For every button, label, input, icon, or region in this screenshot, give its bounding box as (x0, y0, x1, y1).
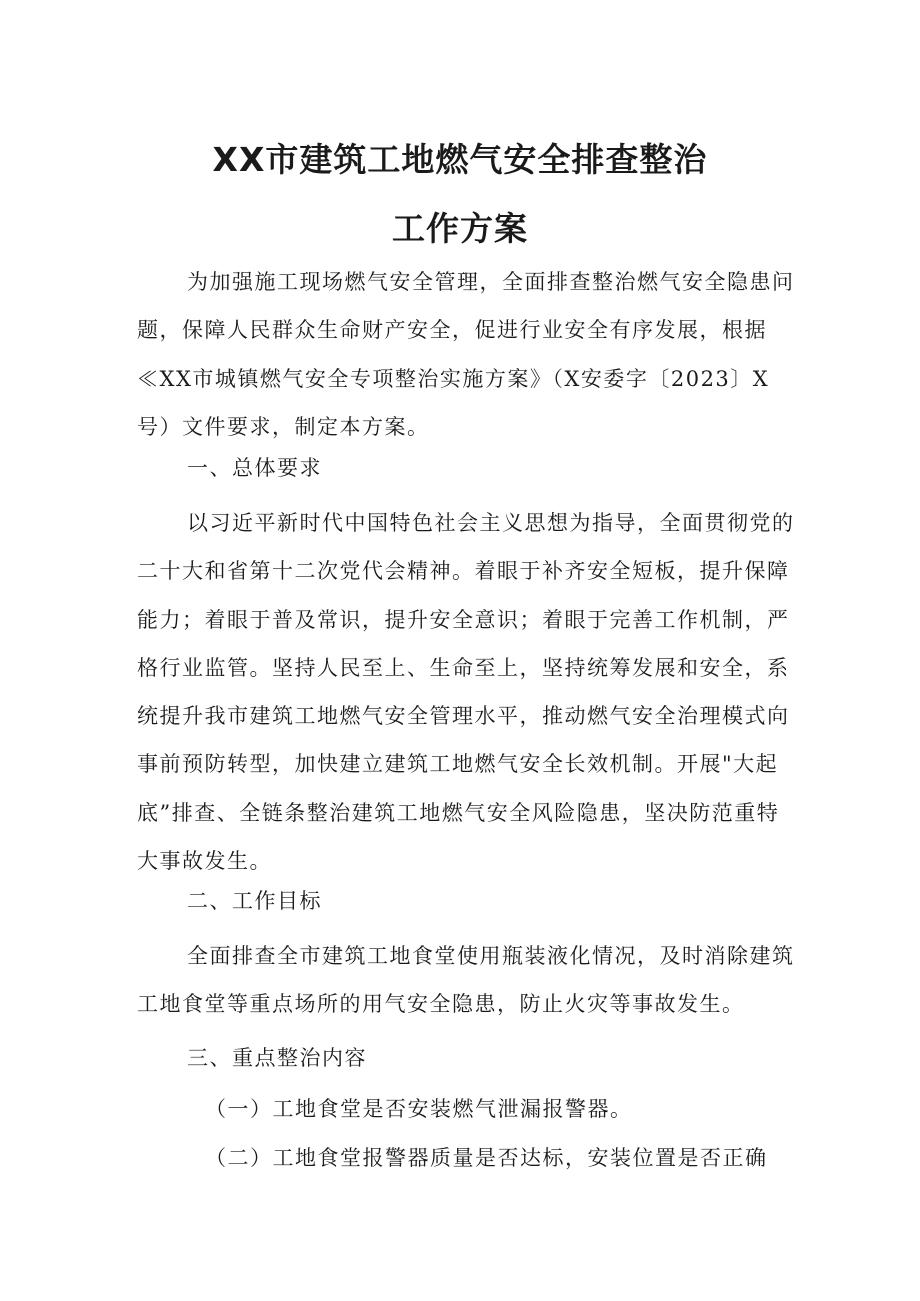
document-title-line1: XX市建筑工地燃气安全排查整治 (212, 140, 708, 179)
section1-text: 以习近平新时代中国特色社会主义思想为指导，全面贯彻党的二十大和省第十二次党代会精神。着眼于补齐安全短板，提升保障能力；着眼于普及常识，提升安全意识；着眼于完善工作机制，严格行业监管。坚持人民至上、生命至上，坚持统筹发展和安全，系统提升我市建筑工地燃气安全管理水平，推动燃气安全治理模式向事前预防转型，加快建立建筑工地燃气安全长效机制。开展"大起底”排查、全链条整治建筑工地燃气安全风险隐患，坚决防范重特大事故发生。 (137, 511, 795, 874)
document-title-line2: 工作方案 (392, 209, 528, 248)
section2-heading: 二、工作目标 (187, 889, 322, 913)
list-item: （二）工地食堂报警器质量是否达标，安装位置是否正确 (205, 1146, 768, 1170)
section1-heading: 一、总体要求 (187, 456, 322, 480)
list-item: （一）工地食堂是否安装燃气泄漏报警器。 (205, 1097, 633, 1121)
section1-paragraph (137, 499, 797, 885)
section2-text: 全面排查全市建筑工地食堂使用瓶装液化情况，及时消除建筑工地食堂等重点场所的用气安全隐患，防止火灾等事故发生。 (137, 944, 795, 1017)
section2-paragraph (137, 932, 797, 1029)
intro-paragraph (137, 258, 797, 451)
intro-text: 为加强施工现场燃气安全管理，全面排查整治燃气安全隐患问题，保障人民群众生命财产安全，促进行业安全有序发展，根据≪XX市城镇燃气安全专项整治实施方案》（X安委字〔2023〕X号）文件要求，制定本方案。 (137, 270, 795, 439)
section3-heading: 三、重点整治内容 (187, 1046, 367, 1070)
